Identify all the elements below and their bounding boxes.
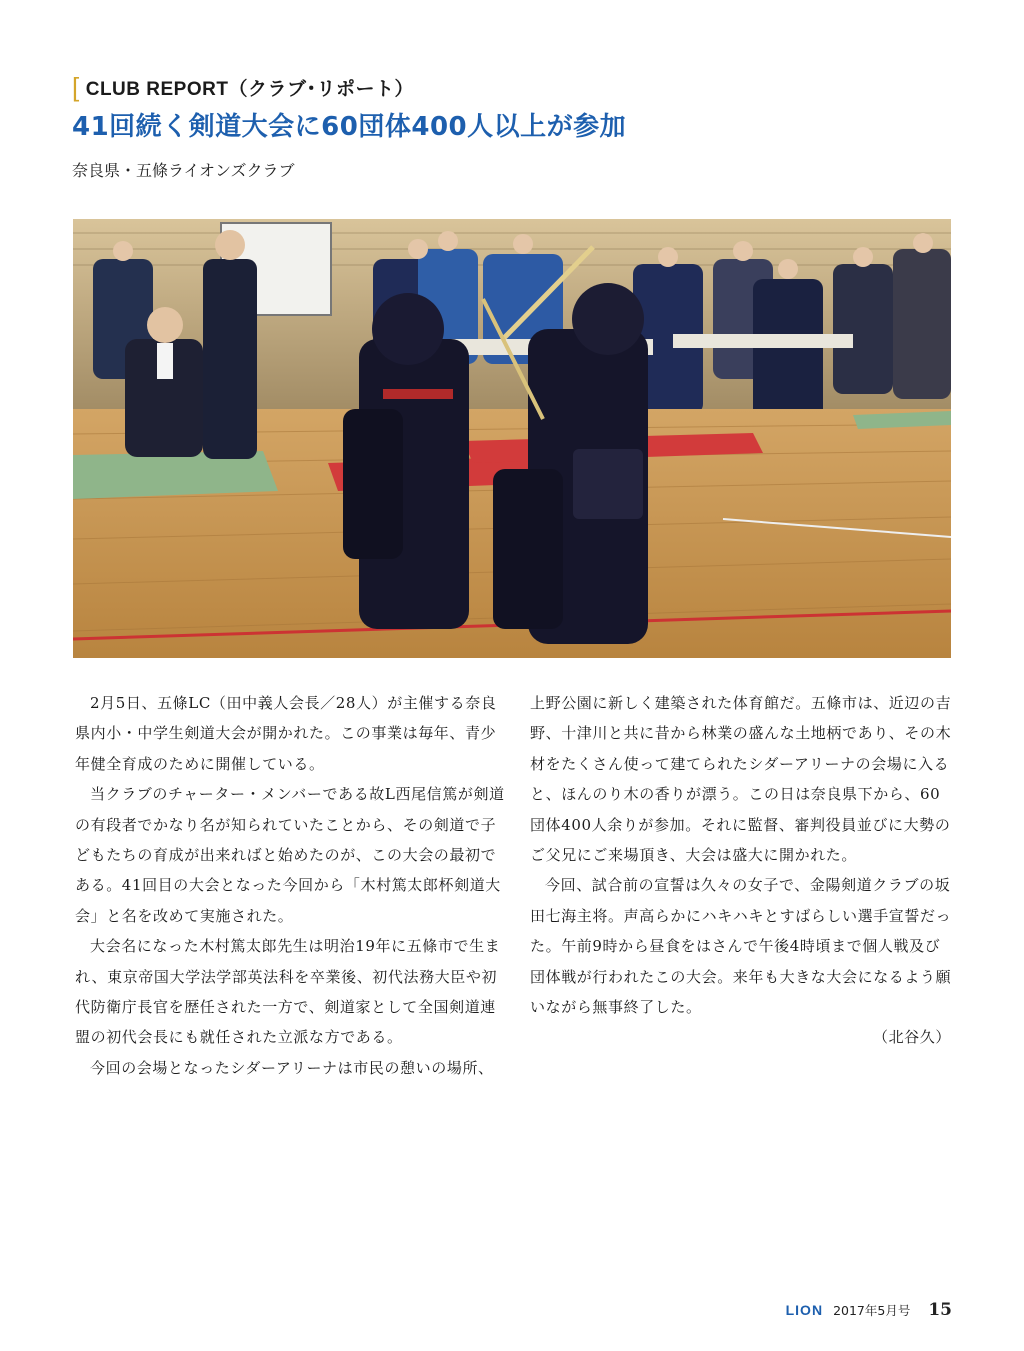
article-column-left: [75, 688, 505, 1083]
paragraph: 上野公園に新しく建築された体育館だ。五條市は、近辺の吉野、十津川と共に昔から林業の盛んな土地柄であり、その木材をたくさん使って建てられたシダーアリーナの会場に入ると、ほんのり木の香りが漂う。この日は奈良県下から、60団体400人余りが参加。それに監督、審判役員並びに大勢のご父兄にご来場頂き、大会は盛大に開かれた。: [530, 694, 952, 865]
club-byline: 奈良県・五條ライオンズクラブ: [72, 161, 295, 180]
article-headline: 41回続く剣道大会に60団体400人以上が参加: [72, 112, 627, 142]
paragraph: 当クラブのチャーター・メンバーである故L西尾信篤が剣道の有段者でかなり名が知られていたことから、その剣道で子どもたちの育成が出来ればと始めたのが、この大会の最初である。41回目の大会となった今回から「木村篤太郎杯剣道大会」と名を改めて実施された。: [75, 785, 505, 925]
section-label: [72, 71, 414, 102]
magazine-name: LION: [785, 1302, 824, 1318]
author-signature: （北谷久）: [872, 1028, 951, 1047]
paragraph: 今回、試合前の宣誓は久々の女子で、金陽剣道クラブの坂田七海主将。声高らかにハキハキとすばらしい選手宣誓だった。午前9時から昼食をはさんで午後4時頃まで個人戦及び団体戦が行われたこの大会。来年も大きな大会になるよう願いながら無事終了した。: [530, 876, 952, 1017]
paragraph: 今回の会場となったシダーアリーナは市民の憩いの場所、: [90, 1058, 494, 1077]
section-label-text: CLUB REPORT（クラブ･リポート）: [85, 79, 414, 100]
article-column-right: [530, 688, 955, 1053]
paragraph: 2月5日、五條LC（田中義人会長／28人）が主催する奈良県内小・中学生剣道大会が開かれた。この事業は毎年、青少年健全育成のために開催している。: [75, 694, 497, 773]
bracket-icon: [: [72, 71, 80, 102]
page-footer: [786, 1300, 952, 1320]
page-number: 15: [928, 1300, 952, 1320]
issue-date: 2017年5月号: [833, 1303, 911, 1318]
paragraph: 大会名になった木村篤太郎先生は明治19年に五條市で生まれ、東京帝国大学法学部英法科を卒業後、初代法務大臣や初代防衛庁長官を歴任された一方で、剣道家として全国剣道連盟の初代会長にも就任された立派な方である。: [75, 937, 501, 1047]
kendo-match-photo: [73, 219, 951, 658]
